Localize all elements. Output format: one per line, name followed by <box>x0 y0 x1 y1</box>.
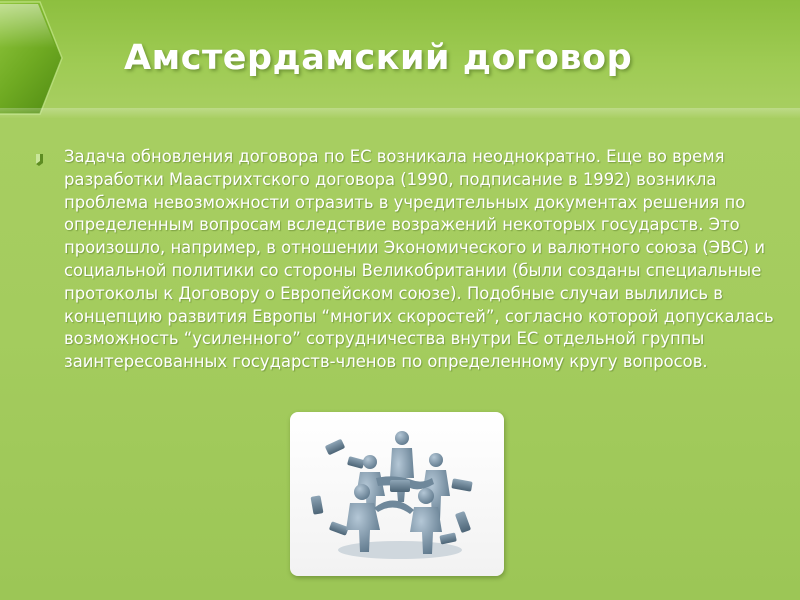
bullet-icon <box>34 151 44 163</box>
hexagon-decoration-icon <box>0 0 70 118</box>
content-paragraph: Задача обновления договора по ЕС возникала неоднократно. Еще во время разработки Маастрихтского договора (1990, подписание в 1992) возникла проблема невозможности отразить в учредительных документах решения по определенным вопросам вследствие возражений некоторых государств. Это произошло, например, в отношении Экономического и валютного союза (ЭВС) и социальной политики со стороны Великобритании (были созданы специальные протоколы к Договору о Европейском союзе). Подобные случаи вылились в концепцию развития Европы “многих скоростей”, согласно которой допускалась возможность “усиленного” сотрудничества внутри ЕС отдельной группы заинтересованных государств-членов по определенному кругу вопросов. <box>64 147 774 372</box>
teamwork-image <box>290 412 504 576</box>
slide-title: Амстердамский договор <box>124 38 633 78</box>
teamwork-people-puzzle-icon <box>290 412 504 576</box>
